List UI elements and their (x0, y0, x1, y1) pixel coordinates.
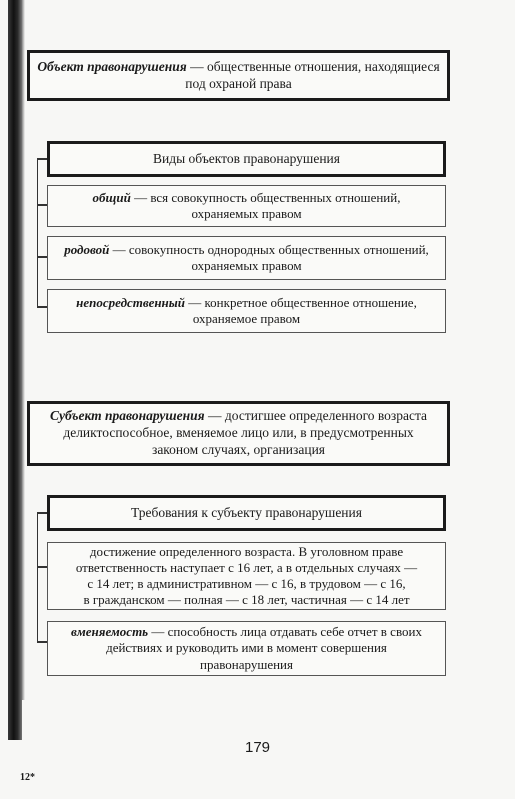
subject-definition-box: Субъект правонарушения — достигшее определенного возраста деликтоспособное, вменяемое лицо или, в предусмотренных законом случаях, организация (27, 401, 450, 466)
bracket-tick (37, 204, 47, 206)
sanity-term: вменяемость (71, 624, 149, 640)
bracket-tick (37, 256, 47, 258)
subject-term: Субъект правонарушения (49, 408, 205, 424)
page-number: 179 (244, 739, 271, 756)
book-spine-edge (22, 0, 25, 700)
object-type-item: общий — вся совокупность общественных отношений, охраняемых правом (47, 185, 446, 227)
requirements-title-box (47, 495, 446, 531)
bracket-tick (37, 566, 47, 568)
object-type-term: родовой (64, 241, 110, 257)
sanity-requirement-box: вменяемость — способность лица отдавать себе отчет в своих действиях и руководить ими в момент совершения правонарушения (47, 621, 446, 676)
requirements-title: Требования к субъекту правонарушения (131, 504, 362, 520)
object-definition-line1: Объект правонарушения — общественные отношения, находящиеся (37, 58, 440, 74)
object-type-term: непосредственный (76, 294, 186, 310)
object-definition-box (27, 50, 450, 101)
object-term: Объект правонарушения (37, 58, 187, 74)
object-types-title: Виды объектов правонарушения (153, 150, 340, 166)
book-spine-shadow (8, 0, 22, 740)
bracket-tick (37, 641, 47, 643)
object-types-title-box (47, 141, 446, 177)
object-definition-line2: под охраной права (185, 75, 292, 91)
object-types-bracket (37, 158, 38, 307)
object-type-item: непосредственный — конкретное общественное отношение, охраняемое правом (47, 289, 446, 333)
object-type-item: родовой — совокупность однородных общественных отношений, охраняемых правом (47, 236, 446, 280)
requirements-bracket (37, 512, 38, 642)
object-type-term: общий (92, 189, 131, 205)
printer-signature: 12* (20, 772, 35, 783)
age-requirement-box: достижение определенного возраста. В уголовном праве ответственность наступает с 16 лет, а в отдельных случаях — с 14 лет; в административном — с 16, в трудовом — с 16, в гражданском — полная — с 18 лет, частичная — с 14 лет (47, 542, 446, 610)
bracket-tick (37, 306, 47, 308)
